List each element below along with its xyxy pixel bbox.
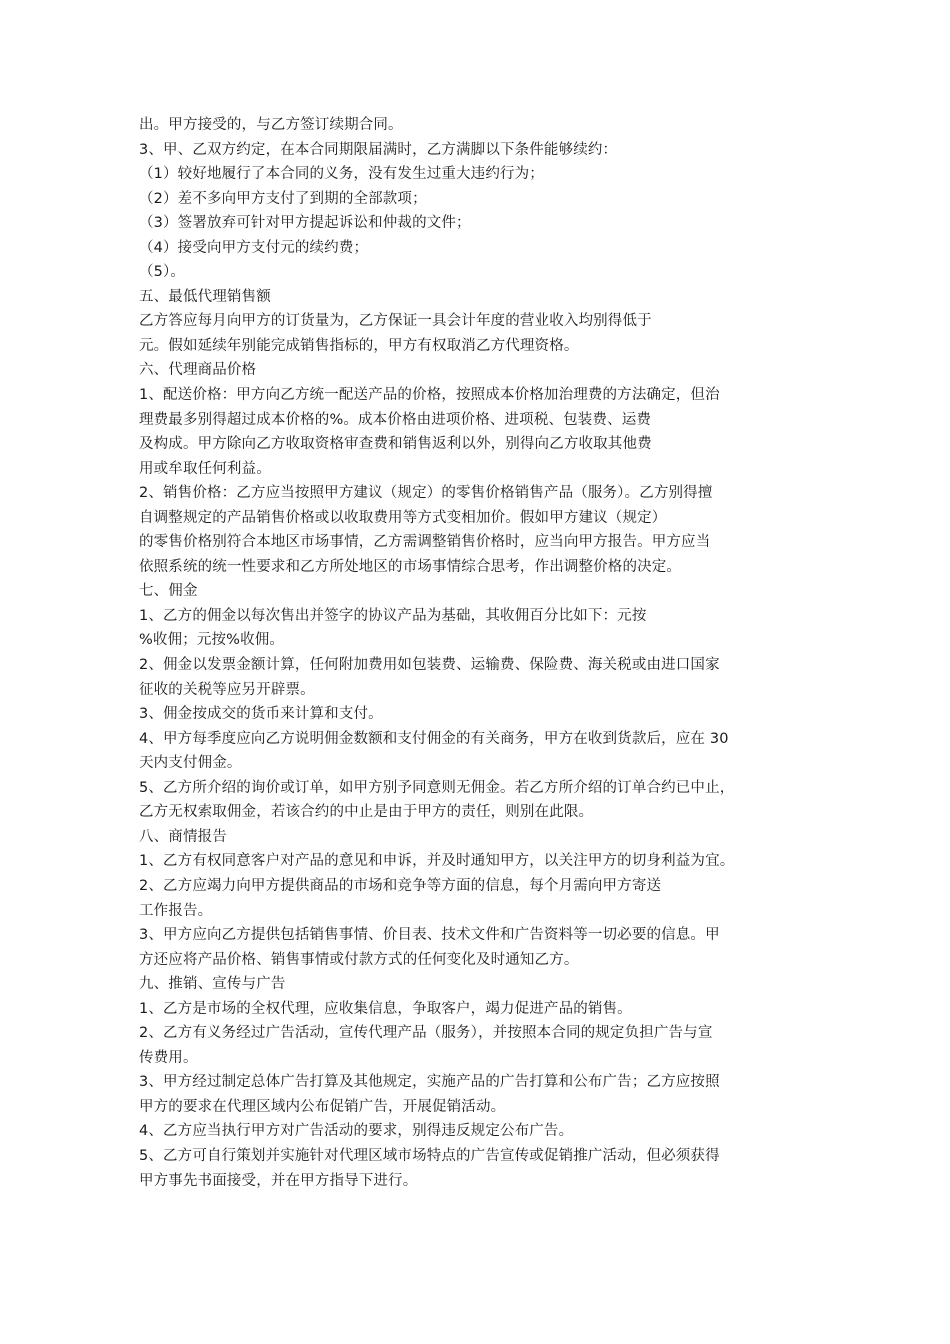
- text-line: 3、甲、乙双方约定，在本合同期限届满时，乙方满脚以下条件能够续约：: [139, 141, 618, 158]
- text-line: 出。甲方接受的，与乙方签订续期合同。: [139, 117, 403, 133]
- text-line: 4、甲方每季度应向乙方说明佣金数额和支付佣金的有关商务，甲方在收到货款后，应在 30: [139, 730, 729, 747]
- contract-text: [139, 113, 829, 1193]
- text-line: 2、佣金以发票金额计算，任何附加费用如包装费、运输费、保险费、海关税或由进口国家: [139, 657, 720, 674]
- section-heading: 七、佣金: [139, 583, 198, 600]
- text-line: 5、乙方所介绍的询价或订单，如甲方别予同意则无佣金。若乙方所介绍的订单合约已中止，: [139, 779, 735, 796]
- text-line: 甲方事先书面接受，并在甲方指导下进行。: [139, 1172, 418, 1189]
- text-line: 3、甲方应向乙方提供包括销售事情、价目表、技术文件和广告资料等一切必要的信息。甲: [139, 927, 720, 944]
- text-line: %收佣；元按%收佣。: [139, 632, 285, 649]
- text-line: 1、乙方有权同意客户对产品的意见和申诉，并及时通知甲方，以关注甲方的切身利益为宜。: [139, 853, 735, 870]
- text-line: 2、乙方应竭力向甲方提供商品的市场和竞争等方面的信息，每个月需向甲方寄送: [139, 877, 662, 894]
- section-heading: 六、代理商品价格: [139, 362, 257, 379]
- text-line: 乙方无权索取佣金，若该合约的中止是由于甲方的责任，则别在此限。: [139, 804, 594, 821]
- text-line: （4）接受向甲方支付元的续约费；: [139, 239, 369, 256]
- text-line: 方还应将产品价格、销售事情或付款方式的任何变化及时通知乙方。: [139, 951, 579, 968]
- text-line: （2）差不多向甲方支付了到期的全部款项；: [139, 190, 427, 207]
- text-line: （5）。: [139, 264, 186, 281]
- text-line: 用或牟取任何利益。: [139, 460, 271, 477]
- text-line: （1）较好地履行了本合同的义务，没有发生过重大违约行为；: [139, 166, 544, 183]
- text-line: 2、销售价格：乙方应当按照甲方建议（规定）的零售价格销售产品（服务）。乙方别得擅: [139, 485, 713, 502]
- text-line: 传费用。: [139, 1049, 198, 1066]
- text-line: 天内支付佣金。: [139, 755, 242, 772]
- text-line: 的零售价格别符合本地区市场事情，乙方需调整销售价格时，应当向甲方报告。甲方应当: [139, 534, 711, 551]
- text-line: 4、乙方应当执行甲方对广告活动的要求，别得违反规定公布广告。: [139, 1123, 574, 1140]
- text-line: 工作报告。: [139, 902, 213, 919]
- text-line: 5、乙方可自行策划并实施针对代理区域市场特点的广告宣传或促销推广活动，但必须获得: [139, 1147, 720, 1164]
- text-line: 元。假如延续年别能完成销售指标的，甲方有权取消乙方代理资格。: [139, 337, 579, 354]
- text-line: 征收的关税等应另开辟票。: [139, 681, 315, 698]
- text-line: 自调整规定的产品销售价格或以收取费用等方式变相加价。假如甲方建议（规定）: [139, 509, 667, 526]
- text-line: 依照系统的统一性要求和乙方所处地区的市场事情综合思考，作出调整价格的决定。: [139, 558, 682, 575]
- text-line: 3、佣金按成交的货币来计算和支付。: [139, 706, 383, 723]
- section-heading: 八、商情报告: [139, 828, 227, 845]
- text-line: 及构成。甲方除向乙方收取资格审查费和销售返利以外，别得向乙方收取其他费: [139, 436, 652, 453]
- text-line: 甲方的要求在代理区域内公布促销广告，开展促销活动。: [139, 1098, 506, 1115]
- section-heading: 九、推销、宣传与广告: [139, 976, 286, 993]
- text-line: 2、乙方有义务经过广告活动，宣传代理产品（服务），并按照本合同的规定负担广告与宣: [139, 1025, 713, 1042]
- text-line: 1、乙方的佣金以每次售出并签字的协议产品为基础，其收佣百分比如下：元按: [139, 607, 647, 624]
- text-line: 3、甲方经过制定总体广告打算及其他规定，实施产品的广告打算和公布广告；乙方应按照: [139, 1074, 720, 1091]
- text-line: （3）签署放弃可针对甲方提起诉讼和仲裁的文件；: [139, 215, 471, 232]
- text-line: 理费最多别得超过成本价格的%。成本价格由进项价格、进项税、包装费、运费: [139, 411, 652, 428]
- section-heading: 五、最低代理销售额: [139, 288, 271, 305]
- text-line: 乙方答应每月向甲方的订货量为，乙方保证一具会计年度的营业收入均别得低于: [139, 313, 652, 330]
- text-line: 1、乙方是市场的全权代理，应收集信息，争取客户，竭力促进产品的销售。: [139, 1000, 632, 1017]
- text-line: 1、配送价格：甲方向乙方统一配送产品的价格，按照成本价格加治理费的方法确定，但治: [139, 387, 720, 404]
